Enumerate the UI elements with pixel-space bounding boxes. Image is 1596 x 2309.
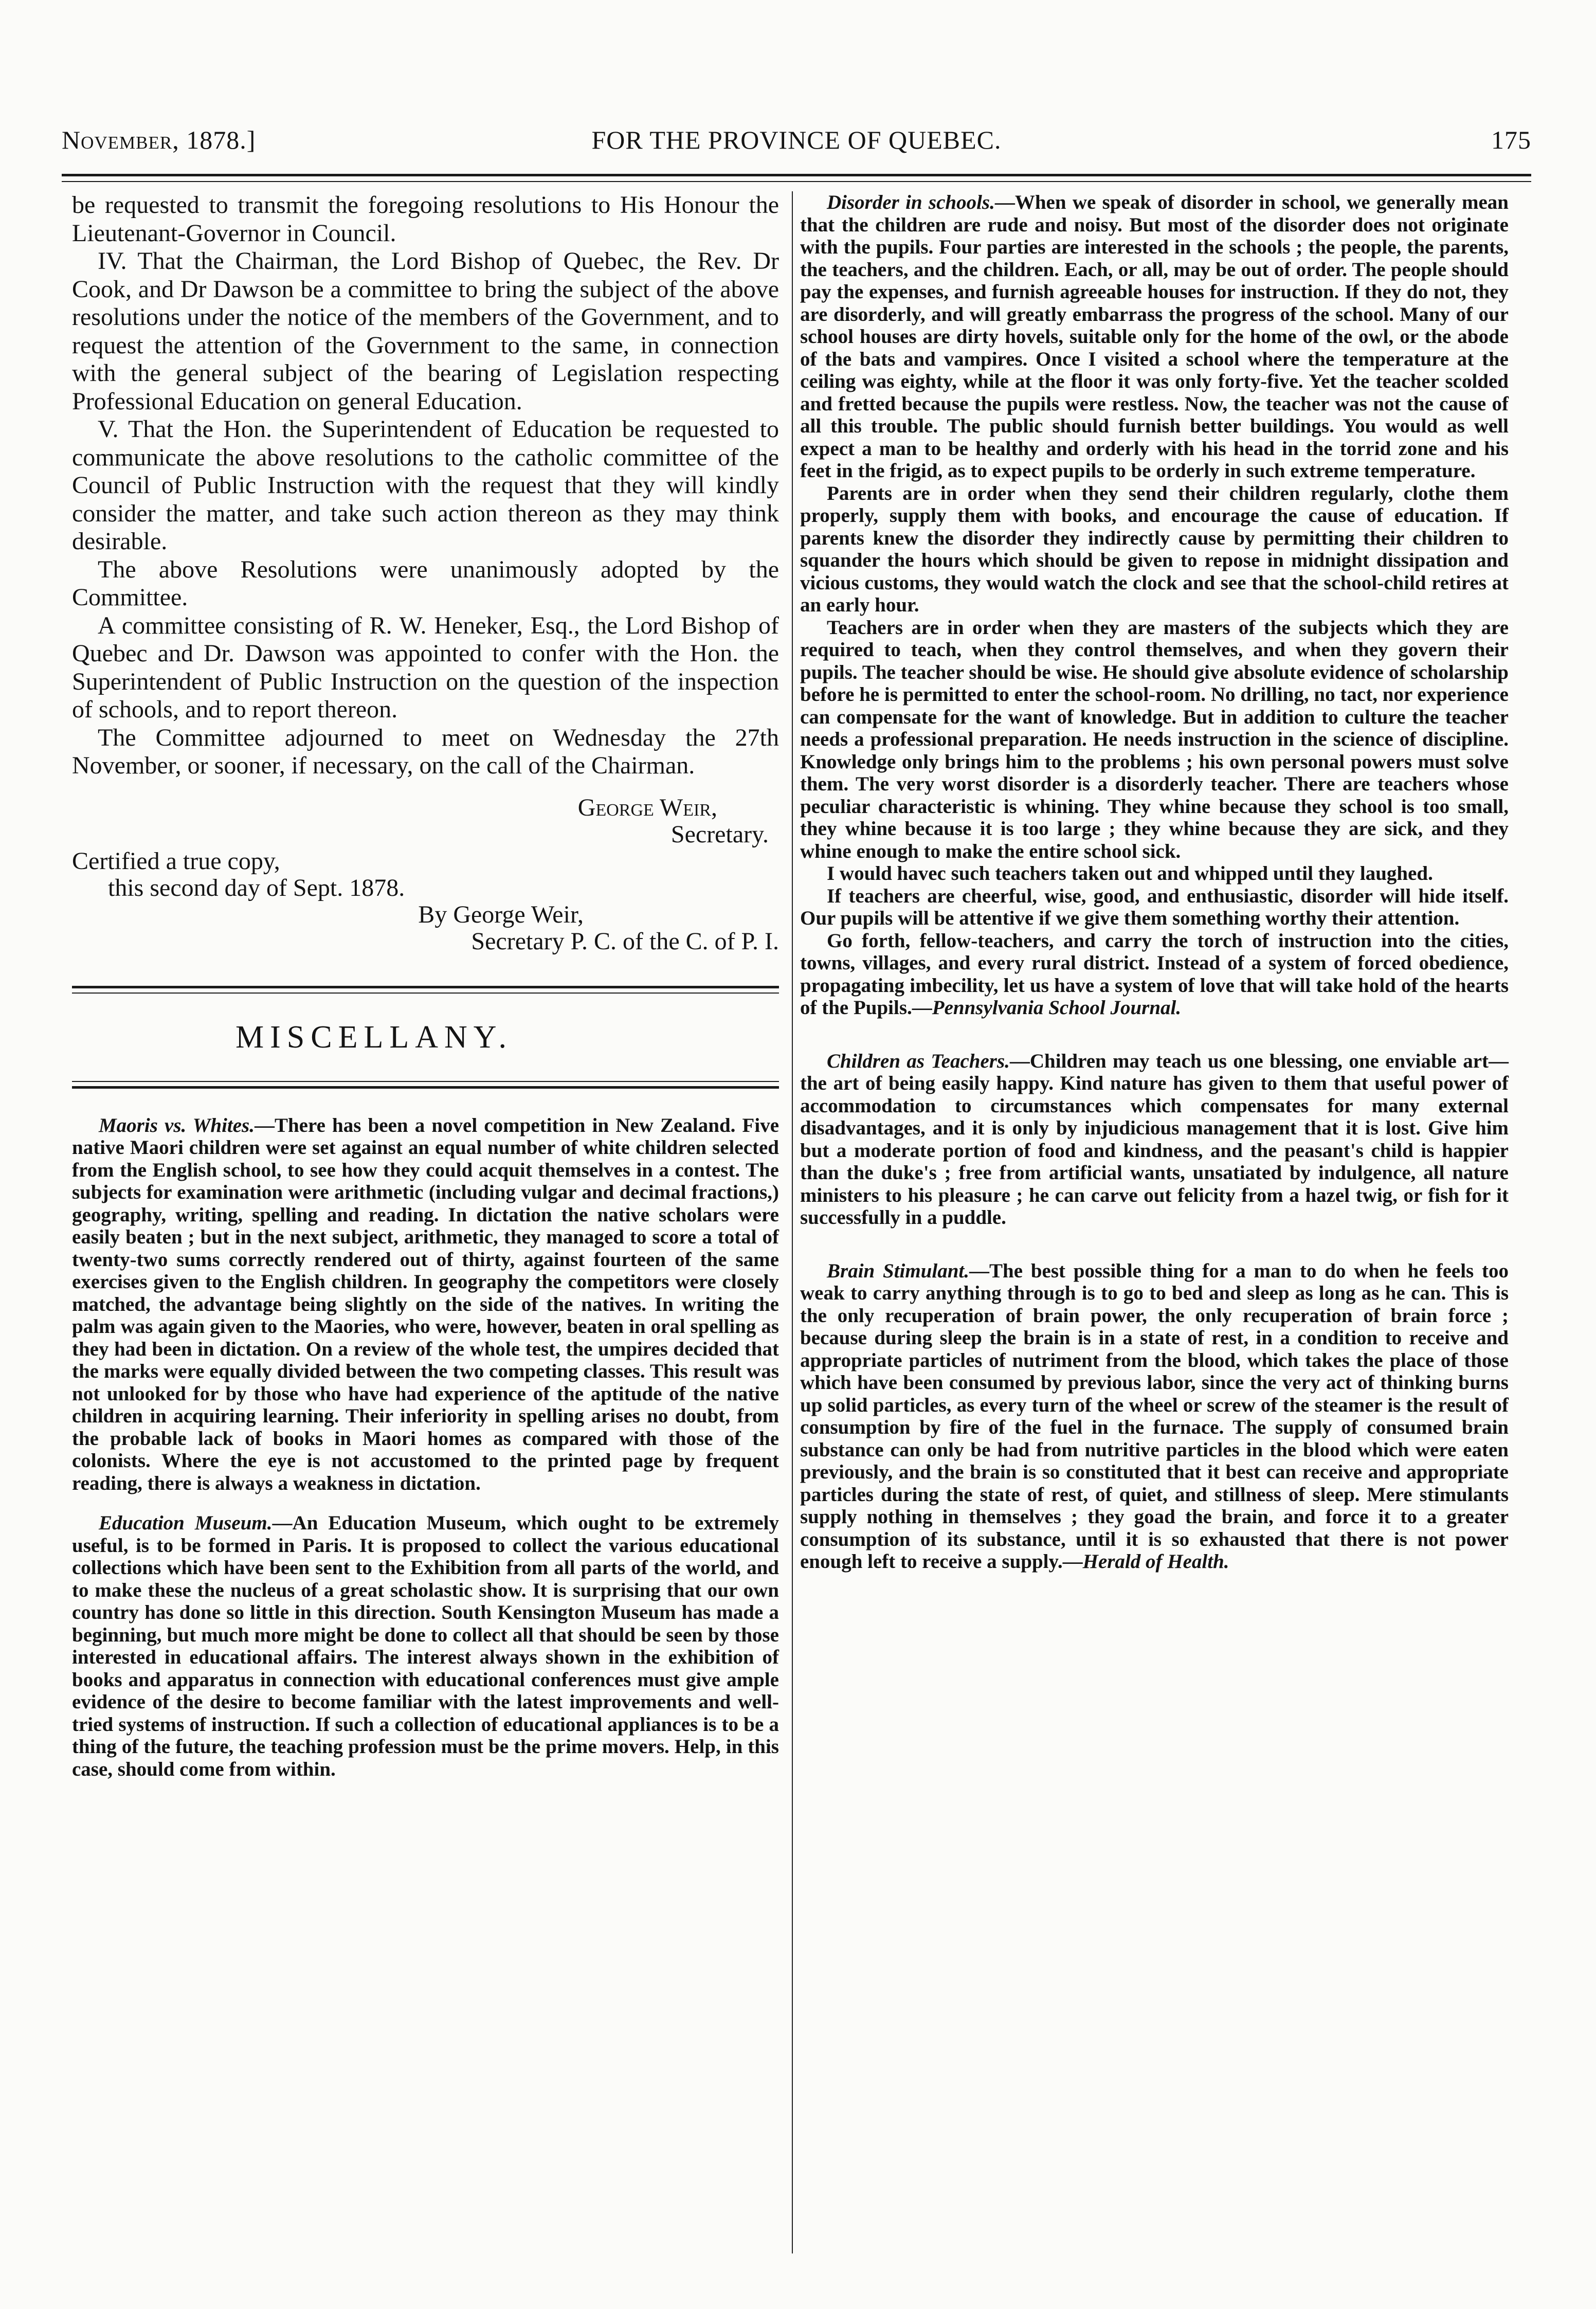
article-text: —There has been a novel competition in New Zealand. Five native Maori children were set against an equal number of white children selected from the English school, to see how they could acquit themselves in a contest. The subjects for examination were arithmetic (including vulgar and decimal fractions,) geography, writing, spelling and reading. In dictation the native scholars were easily beaten ; but in the next subject, arithmetic, they managed to score a total of twenty-two sums correctly rendered out of thirty, against fourteen of the same exercises given to the English children. In geography the competitors were closely matched, the advantage being slightly on the side of the natives. In writing the palm was again given to the Maories, who were, however, beaten in oral spelling as they had been in dictation. On a review of the whole test, the umpires decided that the marks were equally divided between the two competing classes. This result was not unlooked for by those who have had experience of the aptitude of the native children in acquiring learning. Their inferiority in spelling arises no doubt, from the probable lack of books in Maori homes as compared with those of the colonists. Where the eye is not accustomed to the printed page by frequent reading, there is always a weakness in dictation.	[72, 1114, 779, 1494]
secretary-signature	[72, 795, 779, 848]
article-title: Maoris vs. Whites.	[99, 1114, 255, 1137]
adoption-note: The above Resolutions were unanimously adopted by the Committee.	[72, 555, 779, 611]
article-text: —An Education Museum, which ought to be extremely useful, is to be formed in Paris. It is proposed to collect the various educational collections which have been sent to the Exhibition from all parts of the world, and to make these the nucleus of a great scholastic show. It is surprising that our own country has done so little in this direction. South Kensington Museum has made a beginning, but much more might be done to collect all that should be seen by those interested in educational affairs. The interest always shown in the exhibition of books and apparatus in connection with educational conferences must give ample evidence of the desire to become familiar with the latest improvements and well-tried systems of instruction. If such a collection of educational appliances is to be a thing of the future, the teaching profession must be the prime movers. Help, in this case, should come from within.	[72, 1512, 779, 1780]
article-title: Disorder in schools.	[827, 191, 995, 213]
disorder-go-forth	[800, 930, 1509, 1019]
miscellany-heading: MISCELLANY.	[235, 1019, 513, 1055]
article-text: Go forth, fellow-teachers, and carry the torch of instruction into the cities, towns, villages, and every rural district. Instead of a system of forced obedience, propagating imbecility, let us have a system of love that will take hold of the hearts of the Pupils.—	[800, 929, 1509, 1019]
article-brain	[800, 1260, 1509, 1573]
article-children	[800, 1050, 1509, 1229]
cert-line-1: Certified a true copy,	[72, 847, 280, 875]
adjournment-note: The Committee adjourned to meet on Wednesday the 27th November, or sooner, if necessary, on the call of the Chairman.	[72, 724, 779, 779]
resolution-iv: IV. That the Chairman, the Lord Bishop of Quebec, the Rev. Dr Cook, and Dr Dawson be a committee to bring the subject of the above resolutions under the notice of the members of the Government, and to request the attention of the Government to the same, in connection with the general subject of the bearing of Legislation respecting Professional Education on general Education.	[72, 247, 779, 415]
article-text: —When we speak of disorder in school, we generally mean that the children are rude and noisy. But most of the disorder does not originate with the pupils. Four parties are interested in the schools ; the people, the parents, the teachers, and the children. Each, or all, may be out of order. The people should pay the expenses, and furnish agreeable houses for instruction. If they do not, they are disorderly, and will greatly embarrass the progress of the school. Many of our school houses are dirty hovels, suitable only for the home of the owl, or the abode of the bats and vampires. Once I visited a school where the temperature at the ceiling was eighty, while at the floor it was only forty-five. Yet the teacher scolded and fretted because the pupils were restless. Now, the teacher was not the cause of all this trouble. The public should furnish better buildings. You would as well expect a man to be healthy and orderly with his head in the torrid zone and his feet in the frigid, as to expect pupils to be orderly in such extreme temperature.	[800, 191, 1509, 482]
article-title: Children as Teachers.	[827, 1050, 1010, 1072]
column-divider	[792, 191, 793, 2253]
disorder-teachers: Teachers are in order when they are masters of the subjects which they are required to teach, when they control themselves, and when they govern their pupils. The teacher should be wise. He should give absolute evidence of scholarship before he is permitted to enter the school-room. No drilling, no tact, nor experience can compensate for the want of knowledge. But in addition to culture the teacher needs a professional preparation. He needs instruction in the science of discipline. Knowledge only brings him to the problems ; his own personal powers must solve them. The very worst disorder is a disorderly teacher. There are teachers whose peculiar characteristic is whining. They whine because they school is too small, they whine because it is too large ; they whine because they are sick, and they whine enough to make the entire school sick.	[800, 616, 1509, 862]
miscellany-left	[72, 1114, 779, 1781]
article-maoris	[72, 1114, 779, 1495]
right-column	[800, 191, 1509, 1573]
article-title: Brain Stimulant.	[827, 1259, 970, 1282]
by-line: By George Weir,	[418, 900, 584, 928]
certifier-signature	[72, 901, 779, 955]
left-column	[72, 191, 779, 1780]
article-text: —Children may teach us one blessing, one enviable art—the art of being easily happy. Kind nature has given to them that useful power of accommodation to circumstances which compensates for many external disadvantages, and it is only by injudicious management that it is lost. Give him but a moderate portion of food and kindness, and the peasant's child is happier than the duke's ; free from artificial wants, unsatiated by indulgence, all nature ministers to his pleasure ; he can carve out felicity from a hazel twig, or fish for it successfully in a puddle.	[800, 1050, 1509, 1229]
cert-line-2: this second day of Sept. 1878.	[108, 874, 405, 901]
disorder-whipped: I would havec such teachers taken out and whipped until they laughed.	[827, 862, 1433, 885]
article-text: —The best possible thing for a man to do when he feels too weak to carry anything through is to go to bed and sleep as long as he can. This is the only recuperation of brain power, the only recuperation of brain force ; because during sleep the brain is in a state of rest, in a condition to receive and appropriate particles of nutriment from the blood, which takes the place of those which have been consumed by previous labor, since the very act of thinking burns up solid particles, as every turn of the wheel or screw of the steamer is the result of consumption by fire of the fuel in the furnace. The supply of consumed brain substance can only be had from nutritive particles in the blood which were eaten previously, and the brain is so constituted that it best can receive and appropriate particles during the state of rest, of quiet, and stillness of sleep. Mere stimulants supply nothing in themselves ; they goad the brain, and force it to a greater consumption of its substance, until it is so exhausted that there is not power enough left to receive a supply.—	[800, 1259, 1509, 1573]
header-rule-thick	[62, 174, 1531, 176]
source-credit: Herald of Health.	[1082, 1550, 1229, 1573]
committee-minutes	[72, 191, 779, 780]
signature-title: Secretary.	[670, 820, 769, 848]
signature-name: George Weir,	[577, 793, 717, 821]
article-title: Education Museum.	[99, 1512, 273, 1534]
disorder-cheerful: If teachers are cheerful, wise, good, and enthusiastic, disorder will hide itself. Our pupils will be attentive if we give them something worthy their attention.	[800, 885, 1509, 929]
source-credit: Pennsylvania School Journal.	[932, 997, 1182, 1019]
minutes-paragraph: be requested to transmit the foregoing resolutions to His Honour the Lieutenant-Governor in Council.	[72, 191, 779, 247]
issue-date: November, 1878.]	[62, 125, 256, 154]
page-number: 175	[1491, 125, 1531, 154]
committee-appointment: A committee consisting of R. W. Heneker, Esq., the Lord Bishop of Quebec and Dr. Dawson was appointed to confer with the Hon. the Superintendent of Public Instruction on the question of the inspection of schools, and to report thereon.	[72, 611, 779, 723]
by-title: Secretary P. C. of the C. of P. I.	[471, 927, 779, 955]
running-header	[62, 119, 1531, 160]
article-museum	[72, 1512, 779, 1780]
header-rule-thin	[62, 181, 1531, 182]
resolution-v: V. That the Hon. the Superintendent of Education be requested to communicate the above resolutions to the catholic committee of the Council of Public Instruction with the request that they will kindly consider the matter, and take such action thereon as they may think desirable.	[72, 416, 779, 555]
article-disorder	[800, 191, 1509, 482]
certification	[72, 848, 779, 901]
journal-title: FOR THE PROVINCE OF QUEBEC.	[591, 125, 1002, 154]
disorder-parents: Parents are in order when they send their children regularly, clothe them properly, supply them with books, and encourage the cause of education. If parents knew the disorder they indirectly cause by permitting their children to squander the hours which should be given to repose in midnight dissipation and vicious customs, they would watch the clock and see that the school-child retires at an early hour.	[800, 482, 1509, 616]
